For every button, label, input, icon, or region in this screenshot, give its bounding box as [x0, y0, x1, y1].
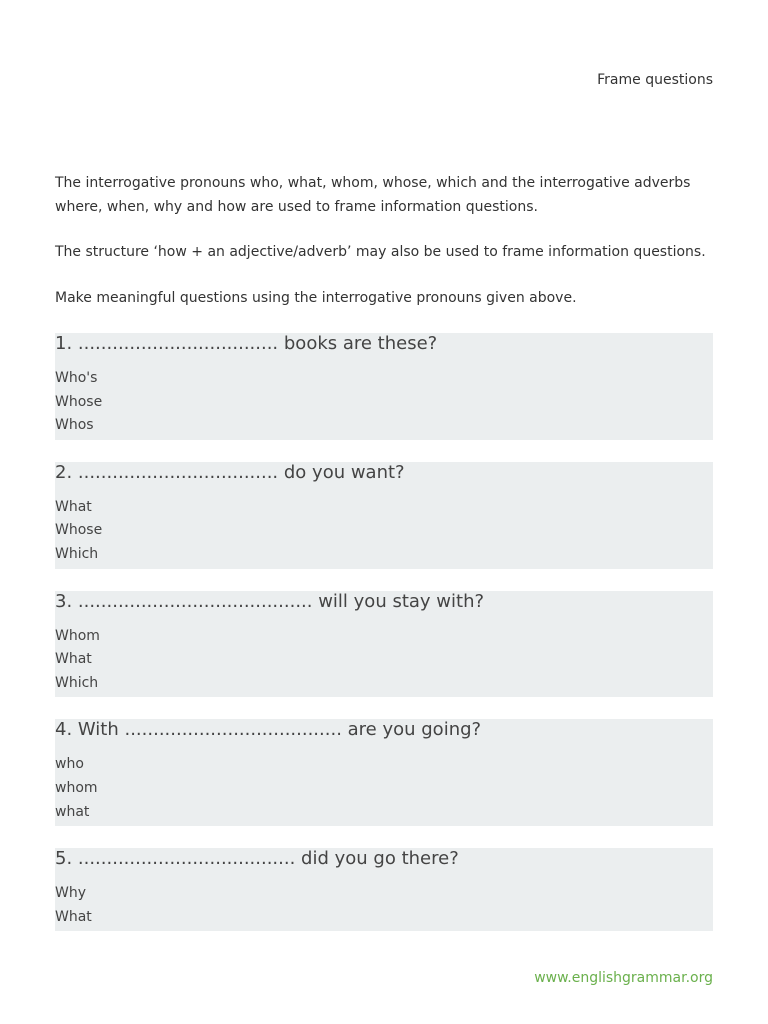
answer-option[interactable]: What	[55, 908, 92, 925]
intro-paragraph-pronouns: The interrogative pronouns who, what, whom, whose, which and the interrogative adverbs where, when, why and how are used to frame information questions.	[55, 175, 691, 215]
answer-option[interactable]: Which	[55, 674, 99, 691]
question-1	[55, 333, 713, 440]
question-4	[55, 719, 713, 826]
answer-option[interactable]: Whom	[55, 627, 100, 644]
answer-options	[55, 877, 713, 929]
answer-option[interactable]: what	[55, 803, 90, 820]
question-2	[55, 462, 713, 569]
page-title: Frame questions	[597, 72, 713, 88]
answer-options	[55, 748, 713, 824]
answer-options	[55, 620, 713, 696]
answer-option[interactable]: Whos	[55, 417, 94, 434]
intro-paragraph-instruction: Make meaningful questions using the interrogative pronouns given above.	[55, 290, 577, 306]
footer-site-link[interactable]: www.englishgrammar.org	[534, 970, 713, 986]
intro-paragraph-structure: The structure ‘how + an adjective/adverb’ may also be used to frame information questions.	[55, 244, 706, 260]
answer-option[interactable]: Which	[55, 545, 99, 562]
question-3	[55, 591, 713, 698]
question-list	[55, 333, 713, 953]
answer-option[interactable]: Whose	[55, 393, 103, 410]
answer-option[interactable]: Whose	[55, 522, 103, 539]
answer-option[interactable]: Why	[55, 885, 87, 902]
answer-options	[55, 362, 713, 438]
answer-option[interactable]: Who's	[55, 370, 98, 386]
answer-option[interactable]: who	[55, 756, 84, 773]
answer-option[interactable]: What	[55, 498, 92, 515]
question-5	[55, 848, 713, 931]
question-text: 1. ................................... books are these?	[55, 333, 438, 354]
question-text: 5. ...................................... did you go there?	[55, 848, 459, 870]
question-text: 4. With ...................................... are you going?	[55, 719, 482, 741]
question-text: 3. ......................................... will you stay with?	[55, 590, 485, 612]
answer-option[interactable]: whom	[55, 779, 98, 796]
answer-option[interactable]: What	[55, 651, 92, 668]
answer-options	[55, 491, 713, 567]
question-text: 2. ................................... do you want?	[55, 461, 405, 483]
